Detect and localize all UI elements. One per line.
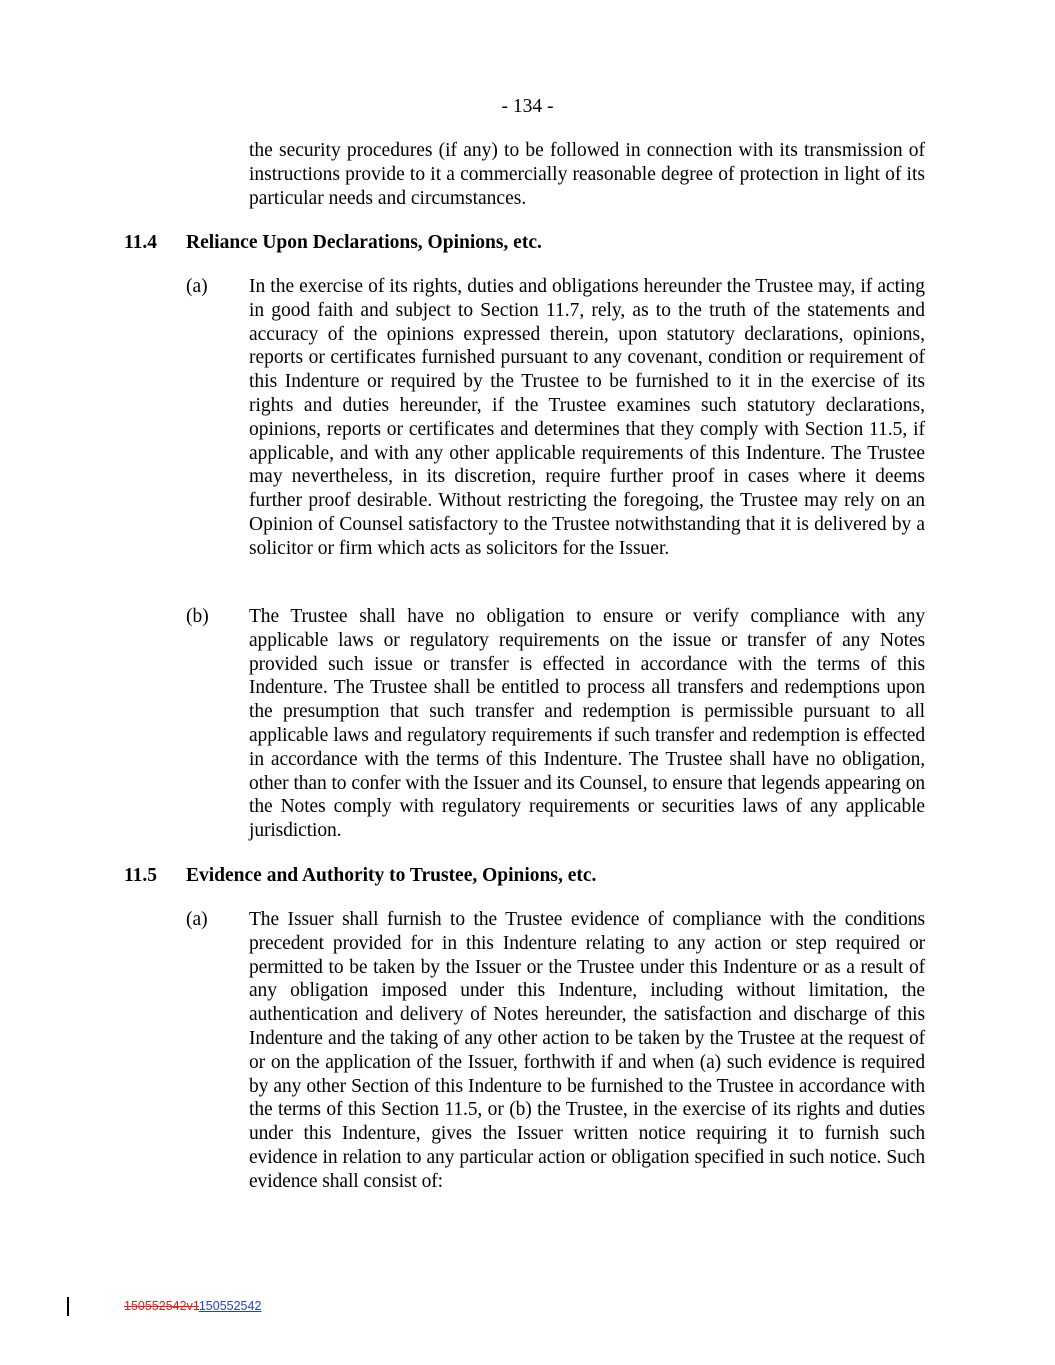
section-heading-11-5 [124, 864, 596, 888]
inserted-document-id: 150552542 [198, 1299, 262, 1313]
section-title: Reliance Upon Declarations, Opinions, etc. [186, 232, 542, 253]
document-reference [124, 1299, 261, 1314]
item-label: (a) [186, 909, 208, 930]
item-paragraph: In the exercise of its rights, duties and obligations hereunder the Trustee may, if acting in good faith and subject to Section 11.7, rely, as to the truth of the statements and accuracy of the opinions expressed therein, upon statutory declarations, opinions, reports or certificates furnished pursuant to any covenant, condition or requirement of this Indenture or required by the Trustee to be furnished to it in the exercise of its rights and duties hereunder, if the Trustee examines such statutory declarations, opinions, reports or certificates and determines that they comply with Section 11.5, if applicable, and with any other applicable requirements of this Indenture. The Trustee may nevertheless, in its discretion, require further proof in cases where it deems further proof desirable. Without restricting the foregoing, the Trustee may rely on an Opinion of Counsel satisfactory to the Trustee notwithstanding that it is delivered by a solicitor or firm which acts as solicitors for the Issuer. [249, 276, 925, 559]
item-label: (a) [186, 276, 208, 297]
item-paragraph: The Trustee shall have no obligation to ensure or verify compliance with any applicable laws or regulatory requirements on the issue or transfer of any Notes provided such issue or transfer is effected in accordance with the terms of this Indenture. The Trustee shall be entitled to process all transfers and redemptions upon the presumption that such transfer and redemption is permissible pursuant to all applicable laws and regulatory requirements if such transfer and redemption is effected in accordance with the terms of this Indenture. The Trustee shall have no obligation, other than to confer with the Issuer and its Counsel, to ensure that legends appearing on the Notes comply with regulatory requirements or securities laws of any applicable jurisdiction. [249, 606, 925, 842]
section-title: Evidence and Authority to Trustee, Opinions, etc. [186, 865, 597, 886]
item-paragraph: The Issuer shall furnish to the Trustee evidence of compliance with the conditions precedent provided for in this Indenture relating to any action or step required or permitted to be taken by the Issuer or the Trustee under this Indenture or as a result of any obligation imposed under this Indenture, including without limitation, the authentication and delivery of Notes hereunder, the satisfaction and discharge of this Indenture and the taking of any other action to be taken by the Trustee at the request of or on the application of the Issuer, forthwith if and when (a) such evidence is required by any other Section of this Indenture to be furnished to the Trustee in accordance with the terms of this Section 11.5, or (b) the Trustee, in the exercise of its rights and duties under this Indenture, gives the Issuer written notice requiring it to furnish such evidence in relation to any particular action or obligation specified in such notice. Such evidence shall consist of: [249, 909, 925, 1192]
item-label: (b) [186, 606, 209, 627]
section-number: 11.4 [124, 232, 158, 253]
change-bar [67, 1297, 69, 1316]
page-number: - 134 - [501, 96, 554, 117]
continuation-paragraph: the security procedures (if any) to be followed in connection with its transmission of instructions provide to it a commercially reasonable degree of protection in light of its particular needs and circumstances. [249, 140, 925, 209]
section-number: 11.5 [124, 865, 158, 886]
deleted-document-id: 150552542v1 [124, 1299, 199, 1313]
section-heading-11-4 [124, 231, 542, 255]
